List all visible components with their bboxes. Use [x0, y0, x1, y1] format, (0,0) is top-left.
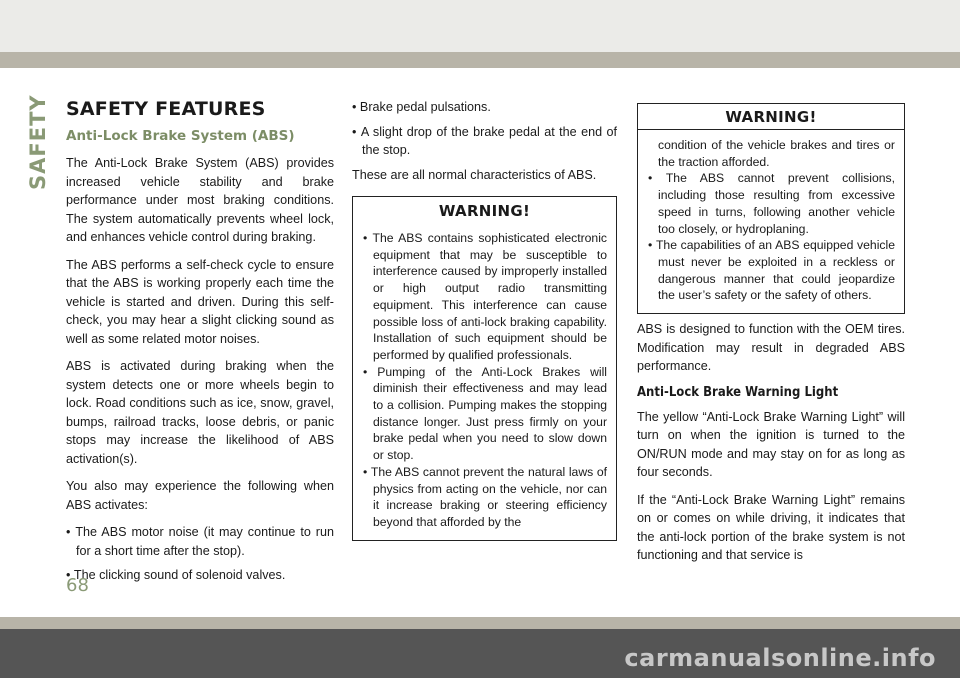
paragraph: The ABS performs a self-check cycle to ensure that the ABS is working properly each time the vehicle is started and driven. During this self-check, you may hear a slight clicking sound as well as some related motor noises.: [66, 257, 334, 346]
warning-list: [648, 170, 895, 304]
section-tab-label: SAFETY: [26, 94, 50, 190]
bullet-list: [352, 98, 617, 160]
paragraph: You also may experience the following when ABS activates:: [66, 479, 334, 512]
warning-body: [353, 223, 616, 540]
list-item: • The ABS motor noise (it may continue to run for a short time after the stop).: [66, 523, 334, 560]
warning-box: [352, 196, 617, 541]
warning-title: WARNING!: [638, 104, 904, 130]
bullet-list: [66, 523, 334, 585]
column-2: [352, 98, 617, 541]
list-item: • Brake pedal pulsations.: [352, 98, 617, 117]
top-band: [0, 0, 960, 52]
paragraph: The yellow “Anti-Lock Brake Warning Light” will turn on when the ignition is turned to the ON/RUN mode and may stay on for as long as four seconds.: [637, 409, 905, 480]
subsection-heading: Anti-Lock Brake Warning Light: [637, 384, 839, 400]
paragraph: The Anti-Lock Brake System (ABS) provides increased vehicle stability and brake performance under most braking conditions. The system automatically prevents wheel lock, and enhances vehicle control during braking.: [66, 156, 334, 244]
paragraph: ABS is activated during braking when the system detects one or more wheels begin to lock. Road conditions such as ice, snow, gravel, bumps, railroad tracks, loose debris, or panic stops may increase the likelihood of ABS activation(s).: [66, 359, 334, 466]
warning-title: WARNING!: [438, 202, 531, 220]
paragraph: If the “Anti-Lock Brake Warning Light” remains on or comes on while driving, it indicates that the anti-lock portion of the brake system is not functioning and that service is: [637, 492, 905, 563]
paragraph: ABS is designed to function with the OEM tires. Modification may result in degraded ABS performance.: [637, 322, 905, 374]
section-title: SAFETY FEATURES: [66, 98, 266, 120]
watermark-text: carmanualsonline.info: [624, 644, 936, 672]
column-1: [66, 96, 334, 591]
section-subtitle: Anti-Lock Brake System (ABS): [66, 128, 295, 144]
paragraph: These are all normal characteristics of ABS.: [352, 167, 597, 182]
bottom-stripe: [0, 617, 960, 629]
list-item: • The clicking sound of solenoid valves.: [66, 566, 334, 585]
warning-item: • Pumping of the Anti-Lock Brakes will diminish their effectiveness and may lead to a collision. Pumping makes the stopping distance longer. Just press firmly on your brake pedal when you need to slow down or stop.: [363, 364, 607, 464]
list-item: • A slight drop of the brake pedal at the end of the stop.: [352, 123, 617, 160]
column-3: [637, 103, 905, 574]
top-stripe: [0, 52, 960, 68]
warning-list: [363, 230, 607, 531]
page-number: 68: [66, 575, 89, 596]
warning-item: • The capabilities of an ABS equipped vehicle must never be exploited in a reckless or dangerous manner that could jeopardize the user’s safety or the safety of others.: [648, 237, 895, 304]
warning-body: [638, 130, 904, 313]
warning-item: • The ABS cannot prevent collisions, including those resulting from excessive speed in turns, following another vehicle too closely, or hydroplaning.: [648, 170, 895, 237]
warning-continuation: condition of the vehicle brakes and tires or the traction afforded.: [658, 138, 895, 169]
warning-item: • The ABS contains sophisticated electronic equipment that may be susceptible to interference caused by improperly installed or high output radio transmitting equipment. This interference can cause possible loss of anti-lock braking capability. Installation of such equipment should be performed by qualified professionals.: [363, 230, 607, 364]
warning-box: [637, 103, 905, 314]
warning-item: • The ABS cannot prevent the natural laws of physics from acting on the vehicle, nor can it increase braking or steering efficiency beyond that afforded by the: [363, 464, 607, 531]
